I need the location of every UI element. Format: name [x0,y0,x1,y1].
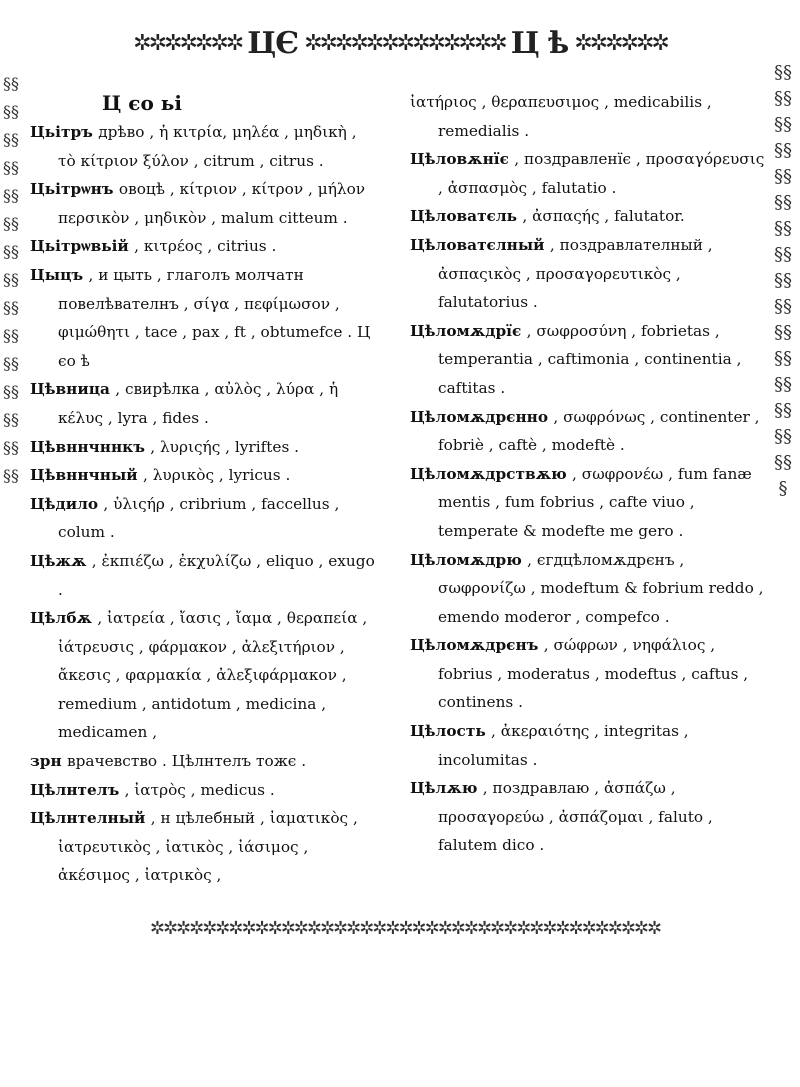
dictionary-entry [30,547,375,604]
dictionary-entry [30,232,375,261]
dictionary-entry [30,375,375,432]
running-head-right: Ц ѣ [510,25,569,61]
entry-headword: Цѣлбѫ [30,609,98,628]
entry-definition: , ἰατρὸς , medicus . [124,780,275,799]
entry-headword: Цьітрѡвьій [30,237,135,256]
entry-headword: Цѣвннчннкъ [30,437,151,456]
dictionary-entry [410,460,765,546]
entry-definition: , свирѣлка , αὐλὸς , λύρα , ἡ κέλυς , lyra , fides . [58,380,339,427]
dictionary-entry [410,317,765,403]
entry-headword: Цѣловатєль [410,207,523,226]
entry-definition: ἰατήριος , θεραπευσιμος , medicabilis , remedialis . [410,93,712,140]
entry-headword: зрн [30,752,67,771]
ornament-band-right: ✲✲✲✲✲✲ [574,30,667,56]
entry-definition: , λυριςής , lyriftes . [150,437,300,456]
dictionary-entry [30,804,375,890]
entry-definition: , ἐκπιέζω , ἐκχυλίζω , eliquo , exugo . [58,551,375,599]
dictionary-entry [30,118,375,175]
entry-headword: Цѣломѫдрєнъ [410,636,544,655]
entry-definition: , поздравлателный , ἀσπαςικὸς , προσαγορευτικὸς , falutatorius . [438,235,713,312]
entry-definition: , н цѣлебный , ἰαματικὸς , ἰατρευτικὸς , ἰατικὸς , ἰάσιμος , ἀκέσιμος , ἰατρικὸς , [58,809,358,885]
entry-headword: Цѣлнтелъ [30,780,125,799]
dictionary-entry [410,231,765,317]
entry-definition: , σώφρων , νηφάλιος , fobrius , moderatus , modeftus , caftus , continens . [438,636,749,712]
entry-headword: Цьітръ [30,123,99,141]
dictionary-entry [30,261,375,375]
entry-definition: , ἰατρεία , ἴασις , ἴαμα , θεραπεία , ἰάτρευσις , φάρμακον , ἀλεξιτήριον , ἄκεσις , φαρμακία , ἀλεξιφάρμακον , remedium , antidotum , medicina , medicamen , [58,609,368,742]
dictionary-entry [30,490,375,547]
entry-headword: Цѣломѫдрю [410,550,528,569]
dictionary-entry [30,433,375,462]
header-ornament [12,8,788,78]
dictionary-entry [410,774,765,860]
entry-definition: врачевство . Цѣлнтелъ тожє . [66,752,307,771]
entry-headword: Цѣловатєлный [410,235,550,254]
section-heading: Ц єо ьі [102,91,182,115]
entry-definition: , σωφροσύνη , fobrietas , temperantia , caftimonia , continentia , caftitas . [438,321,742,397]
dictionary-entry [410,403,765,460]
entry-definition: дрѣво , ἡ κιτρία, μηλέα , μηδικὴ , τὸ κίτριον ξύλον , citrum , citrus . [58,123,357,170]
footer-ornament: ✲✲✲✲✲✲✲✲✲✲✲✲✲✲✲✲✲✲✲✲✲✲✲✲✲✲✲✲✲✲✲✲✲✲✲✲✲✲✲ [149,918,661,939]
entry-definition: , ἀκεραιότης , integritas , incolumitas . [438,722,689,769]
left-entries [30,118,375,890]
entry-headword: Цыцъ [30,265,89,284]
dictionary-entry [30,461,375,490]
dictionary-entry [410,546,765,632]
entry-definition: , λυρικὸς , lyricus . [142,466,291,485]
entry-definition: , ἀσπαςής , falutator. [522,207,685,226]
right-ornamental-border: §§§§§§§§§§§§§§§§§§§§§§§§§§§§§§§§§ [774,62,792,499]
running-head-left: ЦЄ [247,25,299,61]
dictionary-entry [30,604,375,747]
entry-definition: , єгдцѣломѫдрєнъ , σωφρονίζω , modeftum & fobrium reddo , emendo moderor , compefco . [438,550,764,626]
entry-headword: Цѣлѫю [410,779,483,798]
right-entries [410,88,765,860]
entry-definition: , κιτρέος , citrius . [134,237,277,256]
entry-headword: Цѣдило [30,494,104,513]
entry-headword: Цѣловѫнїє [410,150,515,169]
entry-definition: , и цыть , глаголъ молчатн повелѣвателнъ , σίγα , πεφίμωσον , φιμώθητι , tace , pax , ft , obtumefce . Ц єо ѣ [58,265,371,370]
dictionary-entry [30,747,375,776]
dictionary-entry [410,717,765,774]
left-ornamental-border: §§§§§§§§§§§§§§§§§§§§§§§§§§§§§§ [3,74,19,485]
entry-headword: Цѣломѫдрїє [410,321,527,340]
entry-definition: овоцѣ , κίτριον , κίτρον , μήλον περσικὸν , μηδικὸν , malum citteum . [58,180,366,227]
dictionary-entry [30,776,375,805]
ornament-band-left: ✲✲✲✲✲✲✲ [133,30,242,56]
dictionary-entry [30,175,375,232]
entry-definition: , поздравленїє , προσαγόρευσις , ἀσπασμὸς , falutatio . [438,150,765,197]
dictionary-entry [410,202,765,231]
ornament-band-middle: ✲✲✲✲✲✲✲✲✲✲✲✲✲ [304,30,505,56]
entry-definition: , ὑλιςήρ , cribrium , faccellus , colum . [58,494,340,542]
entry-headword: Цѣлнтелный [30,809,151,828]
dictionary-entry [410,631,765,717]
left-column [30,88,375,890]
entry-headword: Цѣлость [410,722,492,741]
entry-headword: Цѣломѫдрєнно [410,407,554,426]
right-column [410,88,765,860]
entry-headword: Цѣломѫдрствѫю [410,464,573,483]
entry-definition: , σωφρόνως , continenter , fobriè , caftè , modeftè . [438,407,760,455]
entry-headword: Цѣвница [30,380,116,399]
entry-headword: Цѣвннчный [30,466,143,485]
entry-definition: , поздравлаю , ἀσπάζω , προσαγορεύω , ἀσπάζομαι , faluto , falutem dico . [438,779,713,855]
entry-headword: Цѣжѫ [30,551,92,570]
entry-headword: Цьітрѡнъ [30,180,119,199]
dictionary-entry [410,88,765,145]
entry-definition: , σωφρονέω , fum fanæ mentis , fum fobrius , cafte viuo , temperate & modefte me gero . [438,464,752,540]
dictionary-entry [410,145,765,202]
